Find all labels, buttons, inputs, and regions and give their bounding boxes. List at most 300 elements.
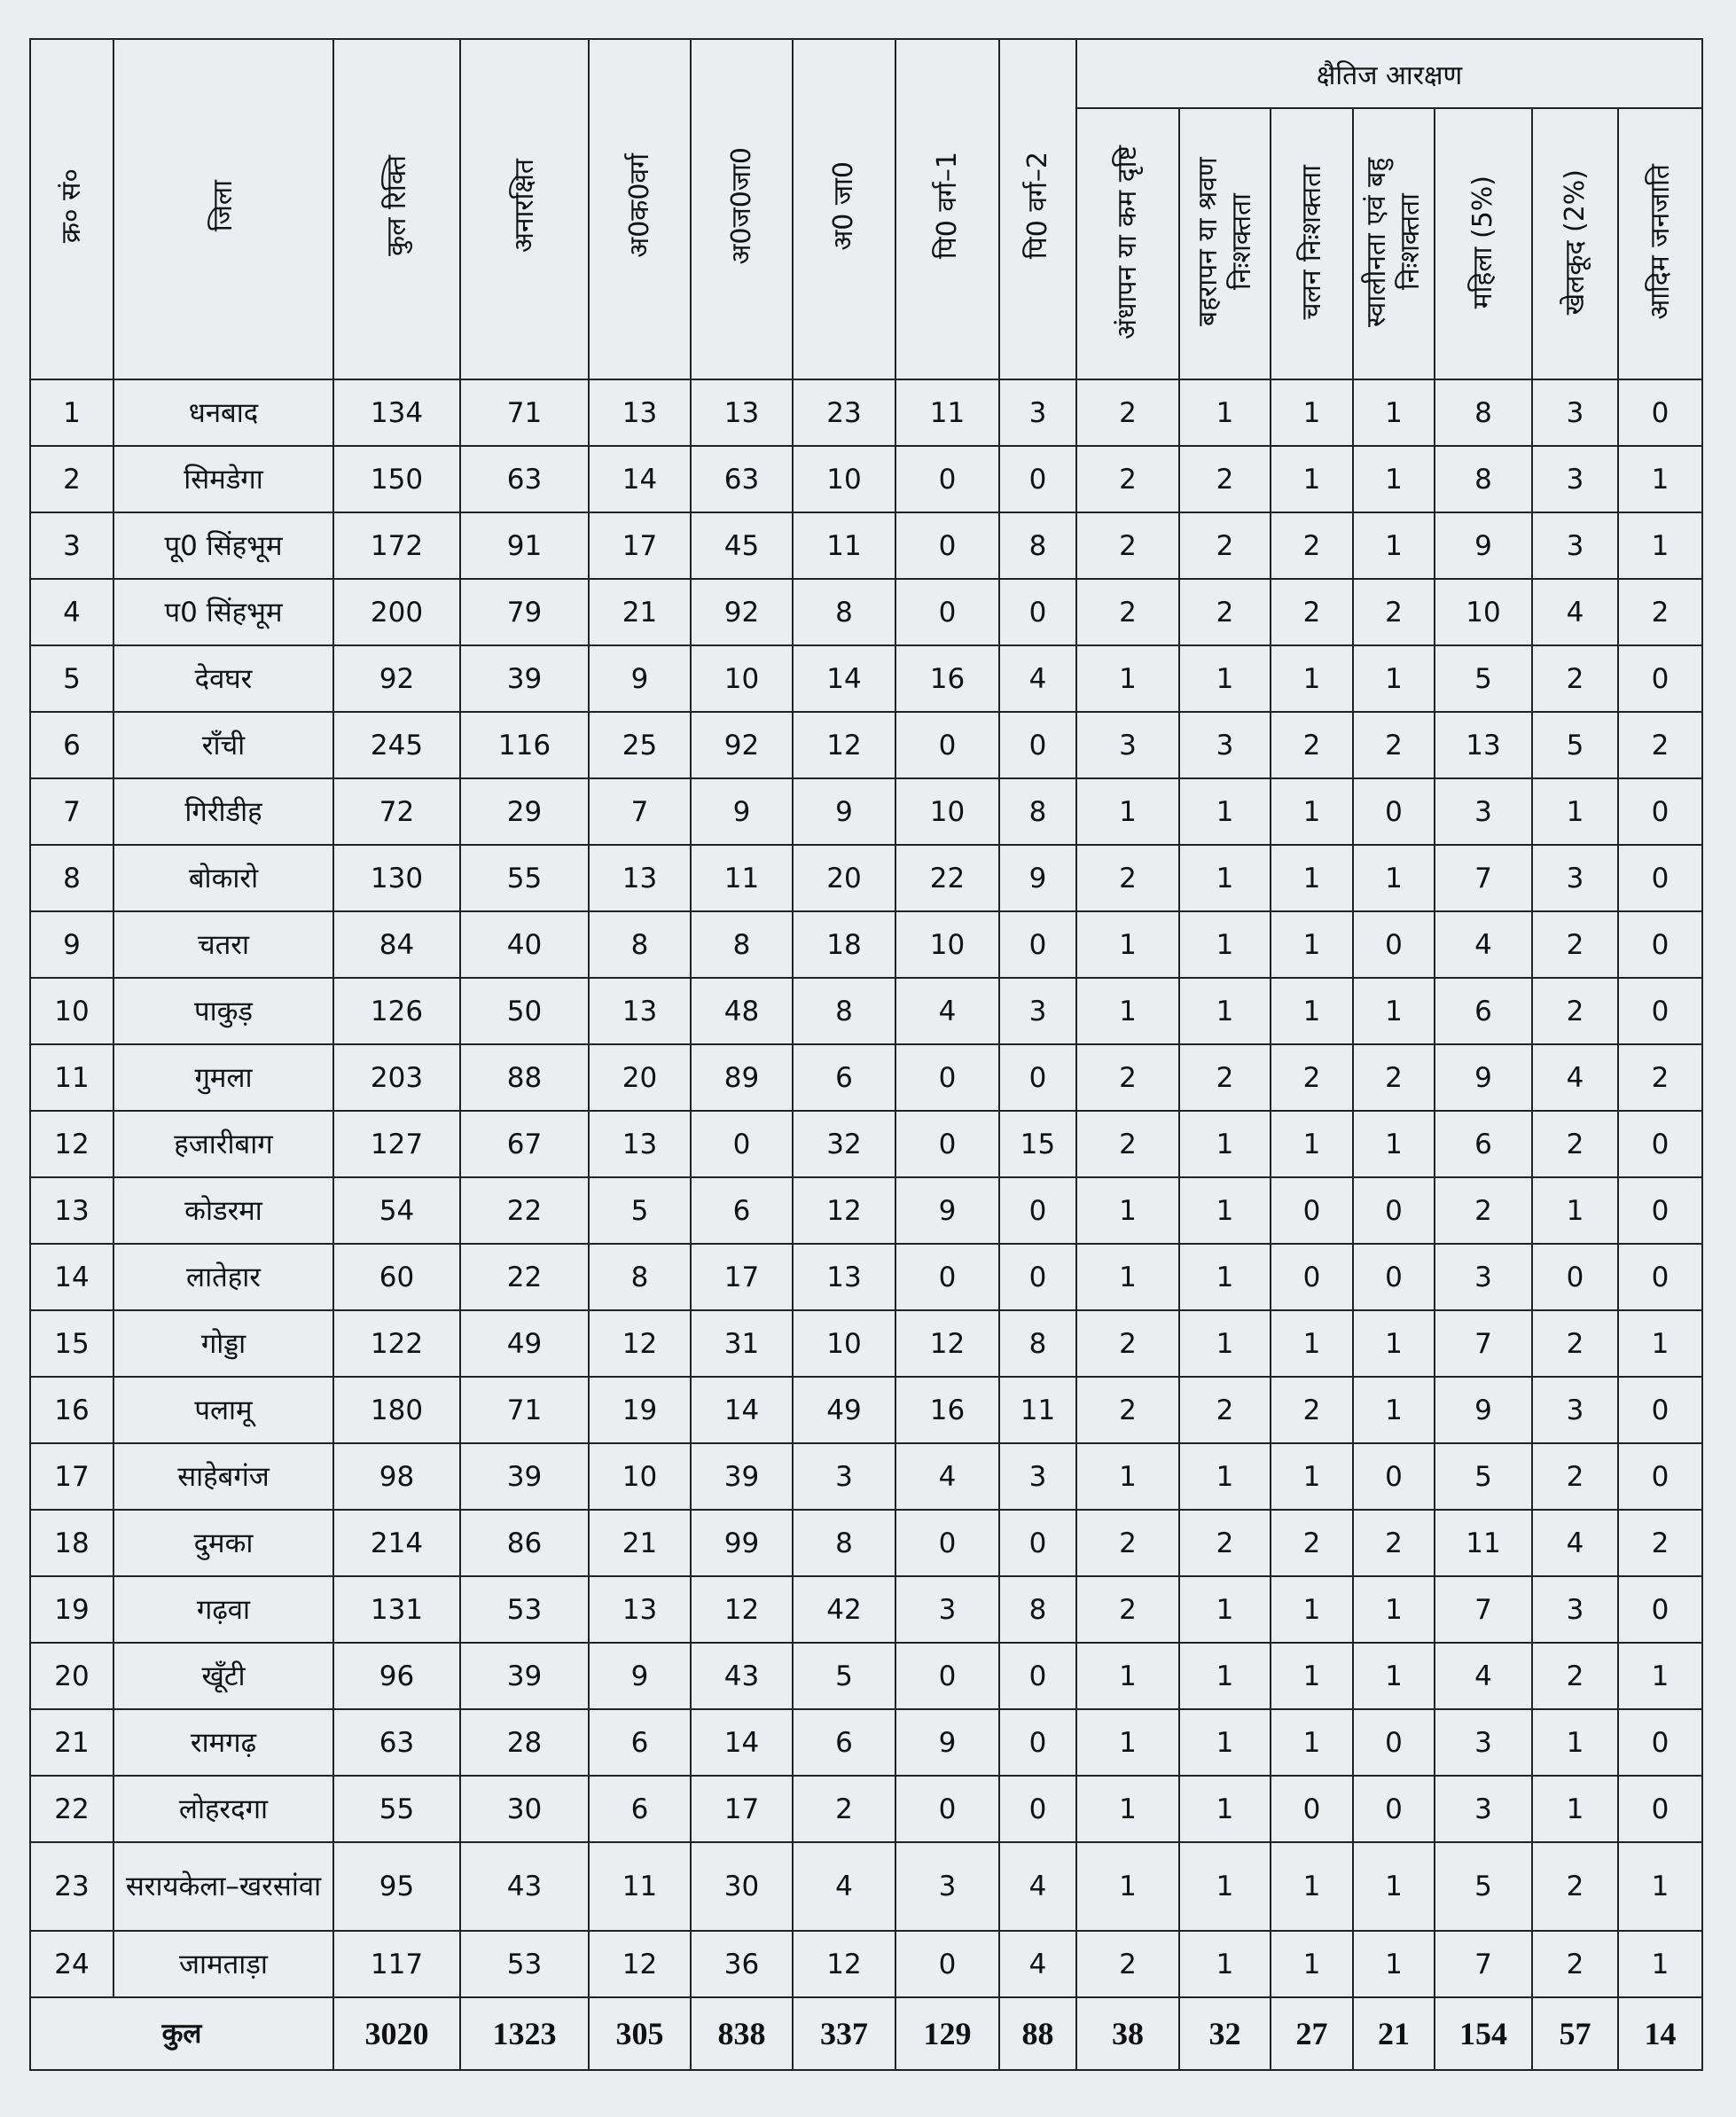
table-cell: 11: [895, 379, 999, 446]
table-cell: 13: [589, 1576, 691, 1643]
table-cell: 1: [1618, 1931, 1702, 1997]
table-cell: 2: [1435, 1177, 1532, 1244]
table-cell: 45: [691, 512, 793, 579]
table-cell: 2: [1271, 1510, 1353, 1576]
table-cell: 0: [1618, 911, 1702, 978]
table-cell: 21: [589, 579, 691, 645]
table-cell: 39: [460, 1443, 589, 1510]
table-cell: 15: [999, 1111, 1076, 1177]
table-cell: 122: [333, 1310, 460, 1377]
table-cell: 48: [691, 978, 793, 1044]
table-cell: 3: [1532, 1377, 1618, 1443]
table-cell: 2: [30, 446, 113, 512]
table-cell: 10: [1435, 579, 1532, 645]
table-cell: 0: [895, 1776, 999, 1842]
col-header-unreserved: अनारक्षित: [460, 39, 589, 379]
table-cell: 2: [1076, 1576, 1179, 1643]
table-cell: 3: [1435, 1776, 1532, 1842]
table-cell: 96: [333, 1643, 460, 1709]
table-cell: 12: [793, 712, 895, 778]
table-cell: 1: [1532, 1776, 1618, 1842]
table-cell: 150: [333, 446, 460, 512]
table-cell: 1: [1076, 1244, 1179, 1310]
table-cell: 17: [589, 512, 691, 579]
table-cell: 30: [460, 1776, 589, 1842]
table-cell: 5: [793, 1643, 895, 1709]
table-cell: 53: [460, 1931, 589, 1997]
total-cell: 27: [1271, 1997, 1353, 2070]
table-cell: 2: [1532, 645, 1618, 712]
table-cell: 13: [589, 978, 691, 1044]
table-cell: 0: [999, 579, 1076, 645]
table-cell: 10: [793, 1310, 895, 1377]
table-cell: 39: [460, 645, 589, 712]
table-cell: 0: [1618, 1709, 1702, 1776]
table-cell: 17: [691, 1776, 793, 1842]
table-cell: 9: [30, 911, 113, 978]
table-cell: 2: [1618, 579, 1702, 645]
table-cell: 12: [691, 1576, 793, 1643]
table-cell: 49: [793, 1377, 895, 1443]
table-cell: 0: [1618, 978, 1702, 1044]
table-cell: 1: [1076, 978, 1179, 1044]
table-cell: 11: [589, 1842, 691, 1931]
table-cell: 92: [691, 579, 793, 645]
table-cell: 19: [30, 1576, 113, 1643]
table-cell: 6: [589, 1776, 691, 1842]
table-row: [30, 978, 1702, 1044]
table-footer: [30, 1997, 1702, 2070]
table-cell: 2: [1532, 1443, 1618, 1510]
table-cell: 10: [589, 1443, 691, 1510]
table-cell: 54: [333, 1177, 460, 1244]
table-cell: 3: [1532, 512, 1618, 579]
table-cell: 86: [460, 1510, 589, 1576]
table-cell: 1: [1271, 1576, 1353, 1643]
table-cell: 17: [691, 1244, 793, 1310]
col-header-district: जिला: [113, 39, 333, 379]
table-cell: 116: [460, 712, 589, 778]
table-cell: 1: [1271, 911, 1353, 978]
district-cell: गोड्डा: [113, 1310, 333, 1377]
district-cell: लोहरदगा: [113, 1776, 333, 1842]
table-cell: 1: [1271, 1842, 1353, 1931]
district-cell: सरायकेला–खरसांवा: [113, 1842, 333, 1931]
total-cell: 32: [1179, 1997, 1271, 2070]
table-cell: 13: [589, 1111, 691, 1177]
table-cell: 10: [895, 911, 999, 978]
table-cell: 1: [1353, 1111, 1435, 1177]
district-cell: चतरा: [113, 911, 333, 978]
table-row: [30, 1576, 1702, 1643]
table-cell: 1: [1532, 1177, 1618, 1244]
district-cell: कोडरमा: [113, 1177, 333, 1244]
table-cell: 6: [793, 1044, 895, 1111]
table-cell: 0: [1618, 1177, 1702, 1244]
table-cell: 2: [1532, 1842, 1618, 1931]
table-cell: 2: [1076, 1111, 1179, 1177]
table-cell: 0: [691, 1111, 793, 1177]
table-cell: 9: [895, 1709, 999, 1776]
table-cell: 71: [460, 379, 589, 446]
table-cell: 1: [1076, 1842, 1179, 1931]
table-cell: 29: [460, 778, 589, 845]
total-cell: 337: [793, 1997, 895, 2070]
table-cell: 9: [895, 1177, 999, 1244]
table-row: [30, 1443, 1702, 1510]
table-cell: 1: [1179, 1776, 1271, 1842]
table-cell: 9: [1435, 1044, 1532, 1111]
table-cell: 12: [895, 1310, 999, 1377]
table-cell: 63: [333, 1709, 460, 1776]
district-cell: धनबाद: [113, 379, 333, 446]
table-cell: 21: [589, 1510, 691, 1576]
table-cell: 14: [793, 645, 895, 712]
table-cell: 1: [1179, 1643, 1271, 1709]
district-cell: प0 सिंहभूम: [113, 579, 333, 645]
table-cell: 0: [999, 911, 1076, 978]
table-cell: 2: [1353, 1510, 1435, 1576]
table-cell: 0: [999, 712, 1076, 778]
table-cell: 0: [1618, 1244, 1702, 1310]
table-cell: 8: [691, 911, 793, 978]
col-header-bc2: पि0 वर्ग–2: [999, 39, 1076, 379]
table-cell: 99: [691, 1510, 793, 1576]
table-cell: 4: [999, 1931, 1076, 1997]
table-cell: 1: [1271, 778, 1353, 845]
table-cell: 1: [1271, 845, 1353, 911]
district-cell: बोकारो: [113, 845, 333, 911]
table-cell: 39: [460, 1643, 589, 1709]
table-cell: 22: [460, 1244, 589, 1310]
col-header-primitive-tribe: आदिम जनजाति: [1618, 108, 1702, 379]
table-cell: 0: [1353, 911, 1435, 978]
table-cell: 0: [1618, 645, 1702, 712]
table-cell: 11: [1435, 1510, 1532, 1576]
table-cell: 3: [1532, 446, 1618, 512]
table-cell: 3: [895, 1576, 999, 1643]
table-cell: 1: [1618, 512, 1702, 579]
table-cell: 1: [1532, 1709, 1618, 1776]
table-cell: 63: [691, 446, 793, 512]
table-cell: 1: [1179, 1842, 1271, 1931]
table-cell: 3: [999, 379, 1076, 446]
table-cell: 1: [1353, 1842, 1435, 1931]
table-cell: 214: [333, 1510, 460, 1576]
table-cell: 22: [895, 845, 999, 911]
table-cell: 1: [1076, 1443, 1179, 1510]
table-cell: 15: [30, 1310, 113, 1377]
table-cell: 7: [1435, 1931, 1532, 1997]
table-cell: 42: [793, 1576, 895, 1643]
district-cell: गढ़वा: [113, 1576, 333, 1643]
total-cell: 88: [999, 1997, 1076, 2070]
table-cell: 4: [793, 1842, 895, 1931]
table-cell: 4: [895, 1443, 999, 1510]
table-cell: 55: [460, 845, 589, 911]
table-cell: 2: [1179, 512, 1271, 579]
table-cell: 134: [333, 379, 460, 446]
total-cell: 38: [1076, 1997, 1179, 2070]
col-header-bc1: पि0 वर्ग–1: [895, 39, 999, 379]
table-cell: 7: [1435, 1310, 1532, 1377]
table-cell: 2: [1532, 978, 1618, 1044]
col-header-sports: खेलकूद (2%): [1532, 108, 1618, 379]
table-row: [30, 512, 1702, 579]
total-cell: 14: [1618, 1997, 1702, 2070]
district-cell: हजारीबाग: [113, 1111, 333, 1177]
table-cell: 2: [1271, 712, 1353, 778]
table-cell: 6: [30, 712, 113, 778]
table-cell: 88: [460, 1044, 589, 1111]
table-row: [30, 1177, 1702, 1244]
table-cell: 6: [793, 1709, 895, 1776]
table-cell: 0: [895, 1111, 999, 1177]
table-cell: 2: [1179, 1044, 1271, 1111]
table-cell: 4: [1532, 1510, 1618, 1576]
table-cell: 11: [30, 1044, 113, 1111]
table-cell: 0: [999, 1510, 1076, 1576]
table-cell: 0: [895, 579, 999, 645]
table-cell: 1: [1618, 1842, 1702, 1931]
table-row: [30, 1244, 1702, 1310]
table-row: [30, 1643, 1702, 1709]
table-cell: 24: [30, 1931, 113, 1997]
table-cell: 127: [333, 1111, 460, 1177]
district-cell: पाकुड़: [113, 978, 333, 1044]
table-cell: 19: [589, 1377, 691, 1443]
table-cell: 1: [1179, 845, 1271, 911]
total-cell: 57: [1532, 1997, 1618, 2070]
total-row: [30, 1997, 1702, 2070]
table-cell: 0: [1618, 845, 1702, 911]
table-cell: 79: [460, 579, 589, 645]
table-cell: 2: [1076, 845, 1179, 911]
table-row: [30, 1111, 1702, 1177]
table-cell: 8: [793, 1510, 895, 1576]
table-cell: 1: [1353, 845, 1435, 911]
table-cell: 1: [1532, 778, 1618, 845]
table-cell: 9: [1435, 512, 1532, 579]
table-cell: 55: [333, 1776, 460, 1842]
table-cell: 3: [895, 1842, 999, 1931]
table-cell: 2: [793, 1776, 895, 1842]
table-cell: 67: [460, 1111, 589, 1177]
table-cell: 1: [1179, 1111, 1271, 1177]
district-cell: जामताड़ा: [113, 1931, 333, 1997]
table-cell: 3: [1532, 1576, 1618, 1643]
table-cell: 18: [793, 911, 895, 978]
table-cell: 1: [1353, 1377, 1435, 1443]
table-cell: 0: [1618, 778, 1702, 845]
table-cell: 4: [1532, 579, 1618, 645]
table-cell: 1: [1353, 1643, 1435, 1709]
table-cell: 2: [1271, 1377, 1353, 1443]
table-cell: 7: [30, 778, 113, 845]
table-cell: 2: [1076, 1310, 1179, 1377]
col-header-locomotor: चलन निःशक्तता: [1271, 108, 1353, 379]
table-cell: 6: [589, 1709, 691, 1776]
col-header-autism-multiple: स्वालीनता एवं बहु निःशक्तता: [1353, 108, 1435, 379]
table-cell: 8: [999, 1576, 1076, 1643]
table-cell: 1: [1076, 911, 1179, 978]
table-cell: 4: [1435, 911, 1532, 978]
table-cell: 1: [1618, 446, 1702, 512]
district-cell: पू0 सिंहभूम: [113, 512, 333, 579]
table-cell: 0: [895, 1510, 999, 1576]
total-cell: 838: [691, 1997, 793, 2070]
table-cell: 13: [589, 379, 691, 446]
col-header-ak-varg: अ0क0वर्ग: [589, 39, 691, 379]
col-header-women: महिला (5%): [1435, 108, 1532, 379]
table-cell: 1: [1179, 1310, 1271, 1377]
table-cell: 1: [1076, 1643, 1179, 1709]
table-cell: 22: [460, 1177, 589, 1244]
table-cell: 1: [1353, 645, 1435, 712]
table-row: [30, 1931, 1702, 1997]
table-cell: 1: [1271, 1111, 1353, 1177]
table-cell: 8: [999, 512, 1076, 579]
col-header-st: अ0ज0जा0: [691, 39, 793, 379]
table-cell: 0: [999, 1643, 1076, 1709]
table-cell: 3: [999, 978, 1076, 1044]
table-cell: 130: [333, 845, 460, 911]
table-cell: 2: [1353, 1044, 1435, 1111]
table-cell: 8: [793, 978, 895, 1044]
district-cell: देवघर: [113, 645, 333, 712]
table-cell: 2: [1076, 1377, 1179, 1443]
table-cell: 14: [691, 1377, 793, 1443]
table-cell: 1: [1271, 1443, 1353, 1510]
table-cell: 1: [1076, 1709, 1179, 1776]
table-cell: 3: [1076, 712, 1179, 778]
table-cell: 2: [1353, 579, 1435, 645]
table-cell: 9: [793, 778, 895, 845]
table-cell: 1: [1076, 1177, 1179, 1244]
table-cell: 17: [30, 1443, 113, 1510]
table-cell: 39: [691, 1443, 793, 1510]
table-cell: 1: [1353, 978, 1435, 1044]
table-row: [30, 845, 1702, 911]
district-cell: खूँटी: [113, 1643, 333, 1709]
table-cell: 3: [1435, 1709, 1532, 1776]
table-cell: 8: [1435, 379, 1532, 446]
table-cell: 3: [999, 1443, 1076, 1510]
table-cell: 1: [1179, 978, 1271, 1044]
table-cell: 1: [1076, 778, 1179, 845]
table-cell: 2: [1532, 1643, 1618, 1709]
table-cell: 50: [460, 978, 589, 1044]
table-cell: 13: [691, 379, 793, 446]
table-cell: 2: [1076, 379, 1179, 446]
total-cell: 129: [895, 1997, 999, 2070]
table-cell: 1: [1271, 1310, 1353, 1377]
table-cell: 98: [333, 1443, 460, 1510]
district-cell: रामगढ़: [113, 1709, 333, 1776]
table-cell: 5: [1435, 1842, 1532, 1931]
table-cell: 1: [1179, 911, 1271, 978]
table-cell: 10: [691, 645, 793, 712]
table-cell: 9: [1435, 1377, 1532, 1443]
total-cell: 154: [1435, 1997, 1532, 2070]
table-cell: 2: [1179, 1377, 1271, 1443]
table-cell: 5: [30, 645, 113, 712]
table-cell: 2: [1076, 446, 1179, 512]
table-cell: 0: [1618, 1576, 1702, 1643]
table-row: [30, 1842, 1702, 1931]
table-cell: 1: [1271, 446, 1353, 512]
table-cell: 4: [1435, 1643, 1532, 1709]
table-cell: 89: [691, 1044, 793, 1111]
table-row: [30, 579, 1702, 645]
table-cell: 0: [1353, 1443, 1435, 1510]
table-cell: 1: [1179, 1576, 1271, 1643]
table-cell: 92: [333, 645, 460, 712]
table-cell: 71: [460, 1377, 589, 1443]
table-cell: 3: [1435, 1244, 1532, 1310]
table-cell: 2: [1618, 1510, 1702, 1576]
table-cell: 9: [999, 845, 1076, 911]
table-cell: 2: [1179, 579, 1271, 645]
table-cell: 22: [30, 1776, 113, 1842]
table-cell: 2: [1618, 712, 1702, 778]
table-cell: 8: [589, 1244, 691, 1310]
table-cell: 16: [895, 645, 999, 712]
table-cell: 5: [1532, 712, 1618, 778]
table-cell: 0: [1618, 1443, 1702, 1510]
table-cell: 49: [460, 1310, 589, 1377]
table-row: [30, 1310, 1702, 1377]
table-cell: 20: [793, 845, 895, 911]
table-cell: 6: [1435, 1111, 1532, 1177]
table-cell: 2: [1618, 1044, 1702, 1111]
table-cell: 2: [1076, 1044, 1179, 1111]
table-cell: 3: [1435, 778, 1532, 845]
table-cell: 36: [691, 1931, 793, 1997]
table-cell: 200: [333, 579, 460, 645]
table-cell: 31: [691, 1310, 793, 1377]
table-cell: 43: [460, 1842, 589, 1931]
table-cell: 0: [1271, 1776, 1353, 1842]
table-cell: 11: [793, 512, 895, 579]
table-cell: 14: [30, 1244, 113, 1310]
table-cell: 13: [30, 1177, 113, 1244]
col-header-sc: अ0 जा0: [793, 39, 895, 379]
table-cell: 5: [1435, 1443, 1532, 1510]
table-cell: 5: [589, 1177, 691, 1244]
table-cell: 12: [793, 1177, 895, 1244]
table-cell: 0: [1618, 1377, 1702, 1443]
table-cell: 3: [1532, 845, 1618, 911]
table-cell: 0: [895, 446, 999, 512]
table-cell: 18: [30, 1510, 113, 1576]
table-cell: 6: [1435, 978, 1532, 1044]
table-cell: 14: [589, 446, 691, 512]
table-cell: 1: [1076, 1776, 1179, 1842]
table-cell: 12: [589, 1931, 691, 1997]
table-cell: 2: [1532, 1310, 1618, 1377]
table-cell: 1: [1179, 778, 1271, 845]
table-cell: 9: [589, 645, 691, 712]
table-header: [30, 39, 1702, 379]
table-cell: 2: [1532, 1111, 1618, 1177]
table-cell: 14: [691, 1709, 793, 1776]
table-cell: 1: [1353, 446, 1435, 512]
table-cell: 53: [460, 1576, 589, 1643]
total-cell: 1323: [460, 1997, 589, 2070]
table-cell: 1: [1179, 1931, 1271, 1997]
table-cell: 9: [691, 778, 793, 845]
